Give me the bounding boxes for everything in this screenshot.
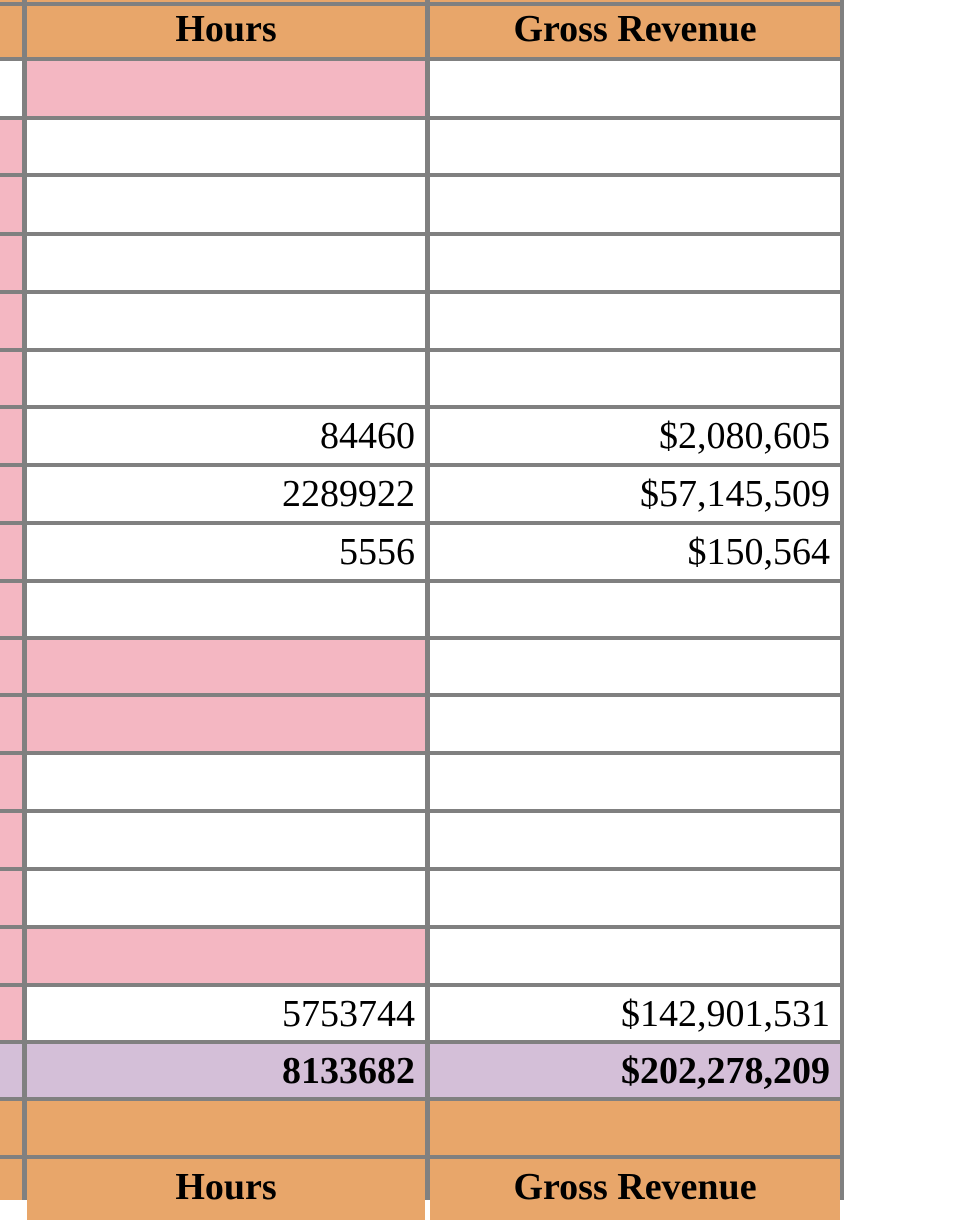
total-left-cell[interactable] xyxy=(0,1044,22,1097)
grid-line xyxy=(0,867,844,871)
grid-line xyxy=(0,463,844,467)
next-header-left-cell[interactable] xyxy=(0,1159,22,1200)
gross-revenue-cell[interactable] xyxy=(430,583,840,636)
row-left-cell[interactable] xyxy=(0,409,22,463)
gross-revenue-cell[interactable]: $57,145,509 xyxy=(430,467,840,521)
hours-cell[interactable] xyxy=(27,871,425,925)
gross-revenue-cell[interactable] xyxy=(430,120,840,173)
grid-line xyxy=(0,1155,844,1159)
hours-cell[interactable] xyxy=(27,583,425,636)
grid-line xyxy=(0,232,844,236)
row-left-cell[interactable] xyxy=(0,120,22,173)
gross-revenue-cell[interactable]: $150,564 xyxy=(430,525,840,579)
grid-line xyxy=(0,636,844,640)
grid-line xyxy=(0,521,844,525)
grid-line xyxy=(0,693,844,697)
row-left-cell[interactable] xyxy=(0,352,22,405)
separator-hours-cell[interactable] xyxy=(27,1101,425,1155)
total-hours[interactable]: 8133682 xyxy=(27,1044,425,1097)
gross-revenue-cell[interactable] xyxy=(430,352,840,405)
hours-cell[interactable] xyxy=(27,697,425,751)
row-left-cell[interactable] xyxy=(0,525,22,579)
row-left-cell[interactable] xyxy=(0,236,22,290)
row-left-cell[interactable] xyxy=(0,640,22,693)
grid-line xyxy=(0,116,844,120)
row-left-cell[interactable] xyxy=(0,871,22,925)
grid-line xyxy=(0,809,844,813)
hours-cell[interactable] xyxy=(27,236,425,290)
hours-cell[interactable] xyxy=(27,813,425,867)
row-left-cell[interactable] xyxy=(0,467,22,521)
row-left-cell[interactable] xyxy=(0,61,22,116)
header-gross-revenue[interactable]: Gross Revenue xyxy=(430,0,840,57)
grid-line xyxy=(840,0,844,1200)
grid-line xyxy=(22,0,27,1200)
row-left-cell[interactable] xyxy=(0,813,22,867)
header-hours[interactable]: Hours xyxy=(27,0,425,57)
gross-revenue-cell[interactable] xyxy=(430,236,840,290)
gross-revenue-cell[interactable]: $2,080,605 xyxy=(430,409,840,463)
next-header-hours[interactable]: Hours xyxy=(27,1159,425,1220)
row-left-cell[interactable] xyxy=(0,697,22,751)
hours-cell[interactable] xyxy=(27,755,425,809)
gross-revenue-cell[interactable] xyxy=(430,871,840,925)
row-left-cell[interactable] xyxy=(0,755,22,809)
hours-cell[interactable]: 5556 xyxy=(27,525,425,579)
row-left-cell[interactable] xyxy=(0,177,22,232)
grid-line xyxy=(0,57,844,61)
grid-line xyxy=(0,2,844,6)
gross-revenue-cell[interactable] xyxy=(430,640,840,693)
row-left-cell[interactable] xyxy=(0,294,22,348)
row-left-cell[interactable] xyxy=(0,987,22,1040)
gross-revenue-cell[interactable] xyxy=(430,61,840,116)
gross-revenue-cell[interactable] xyxy=(430,929,840,983)
gross-revenue-cell[interactable] xyxy=(430,813,840,867)
separator-left-cell[interactable] xyxy=(0,1101,22,1155)
hours-cell[interactable] xyxy=(27,120,425,173)
grid-line xyxy=(0,1097,844,1101)
grid-line xyxy=(0,405,844,409)
grid-line xyxy=(0,983,844,987)
hours-cell[interactable] xyxy=(27,352,425,405)
hours-cell[interactable] xyxy=(27,61,425,116)
row-left-cell[interactable] xyxy=(0,929,22,983)
separator-revenue-cell[interactable] xyxy=(430,1101,840,1155)
grid-line xyxy=(0,751,844,755)
grid-line xyxy=(0,348,844,352)
grid-line xyxy=(0,290,844,294)
gross-revenue-cell[interactable]: $142,901,531 xyxy=(430,987,840,1040)
hours-cell[interactable] xyxy=(27,177,425,232)
grid-line xyxy=(0,173,844,177)
hours-cell[interactable] xyxy=(27,929,425,983)
grid-line xyxy=(0,579,844,583)
hours-cell[interactable]: 5753744 xyxy=(27,987,425,1040)
grid-line xyxy=(0,1040,844,1044)
row-left-cell[interactable] xyxy=(0,583,22,636)
hours-cell[interactable] xyxy=(27,294,425,348)
grid-line xyxy=(0,925,844,929)
next-header-gross-revenue[interactable]: Gross Revenue xyxy=(430,1159,840,1220)
hours-cell[interactable] xyxy=(27,640,425,693)
gross-revenue-cell[interactable] xyxy=(430,294,840,348)
gross-revenue-cell[interactable] xyxy=(430,755,840,809)
gross-revenue-cell[interactable] xyxy=(430,177,840,232)
gross-revenue-cell[interactable] xyxy=(430,697,840,751)
grid-line xyxy=(425,0,430,1200)
header-left-cell[interactable] xyxy=(0,0,22,57)
total-gross-revenue[interactable]: $202,278,209 xyxy=(430,1044,840,1097)
hours-cell[interactable]: 2289922 xyxy=(27,467,425,521)
hours-cell[interactable]: 84460 xyxy=(27,409,425,463)
